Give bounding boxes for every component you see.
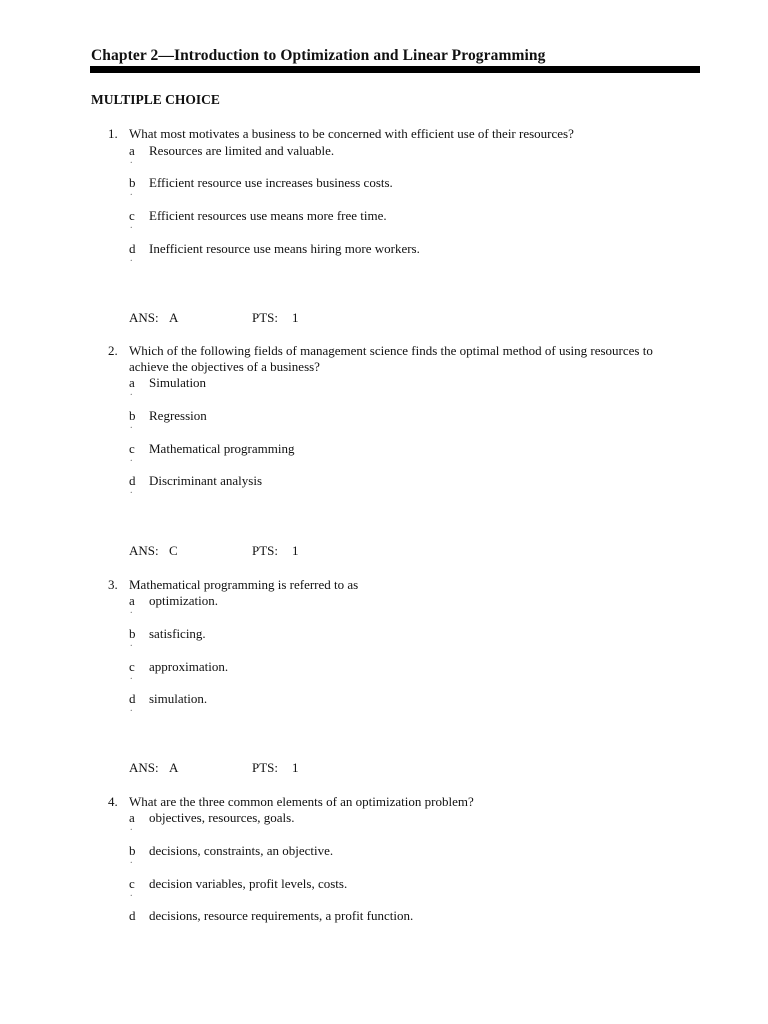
choice-letter: b (129, 843, 136, 858)
ans-value: A (169, 760, 179, 775)
choice-letter: d (129, 691, 136, 706)
choice-dot: . (130, 888, 133, 899)
ans-label: ANS: (129, 310, 159, 325)
choice-letter: c (129, 659, 135, 674)
ans-value: C (169, 543, 178, 558)
choice-a (129, 810, 689, 842)
choice-letter: b (129, 626, 136, 641)
choice-letter: a (129, 375, 135, 390)
choice-dot: . (130, 155, 133, 166)
choice-d (129, 691, 689, 723)
choice-text: approximation. (149, 659, 229, 674)
choice-c (129, 441, 689, 473)
choice-letter: c (129, 208, 135, 223)
choice-d (129, 241, 689, 273)
choice-dot: . (130, 485, 133, 496)
choice-c (129, 659, 689, 691)
pts-value: 1 (292, 543, 299, 558)
choice-dot: . (130, 855, 133, 866)
choice-text: Regression (149, 408, 207, 423)
pts-value: 1 (292, 760, 299, 775)
choice-letter: a (129, 143, 135, 158)
choice-text: Simulation (149, 375, 207, 390)
choice-letter: c (129, 441, 135, 456)
chapter-title: Chapter 2—Introduction to Optimization and Linear Programming (91, 47, 546, 64)
choice-text: decisions, resource requirements, a profit function. (149, 908, 414, 923)
choice-text: satisficing. (149, 626, 206, 641)
ans-label: ANS: (129, 760, 159, 775)
choice-text: decision variables, profit levels, costs. (149, 876, 348, 891)
choice-dot: . (130, 253, 133, 264)
pts-value: 1 (292, 310, 299, 325)
question-text: Which of the following fields of management science finds the optimal method of using resources to achieve the objectives of a business? (129, 343, 653, 374)
choice-a (129, 375, 689, 407)
choice-text: Mathematical programming (149, 441, 295, 456)
choice-dot: . (130, 638, 133, 649)
choice-dot: . (130, 703, 133, 714)
choice-text: Resources are limited and valuable. (149, 143, 335, 158)
choice-letter: a (129, 810, 135, 825)
choice-text: Efficient resource use increases business costs. (149, 175, 393, 190)
question-number: 3. (108, 577, 118, 592)
choice-text: decisions, constraints, an objective. (149, 843, 334, 858)
choice-dot: . (130, 605, 133, 616)
choice-letter: a (129, 593, 135, 608)
choice-dot: . (130, 822, 133, 833)
ans-value: A (169, 310, 179, 325)
choice-letter: c (129, 876, 135, 891)
choice-b (129, 408, 689, 440)
choice-b (129, 175, 689, 207)
choice-text: simulation. (149, 691, 208, 706)
choice-d (129, 908, 689, 940)
choice-c (129, 208, 689, 240)
choice-a (129, 593, 689, 625)
choice-dot: . (130, 220, 133, 231)
pts-label: PTS: (252, 760, 279, 775)
choice-letter: b (129, 175, 136, 190)
choice-text: Inefficient resource use means hiring more workers. (149, 241, 420, 256)
section-heading: MULTIPLE CHOICE (91, 92, 220, 107)
choice-dot: . (130, 671, 133, 682)
choice-b (129, 626, 689, 658)
choice-dot: . (130, 420, 133, 431)
choice-text: Efficient resources use means more free time. (149, 208, 387, 223)
choice-a (129, 143, 689, 175)
pts-label: PTS: (252, 543, 279, 558)
choice-dot: . (130, 387, 133, 398)
choice-d (129, 473, 689, 505)
question-number: 1. (108, 126, 118, 141)
choice-text: optimization. (149, 593, 218, 608)
choice-dot: . (130, 453, 133, 464)
choice-text: Discriminant analysis (149, 473, 263, 488)
choice-dot: . (130, 187, 133, 198)
question-number: 4. (108, 794, 118, 809)
choice-letter: d (129, 908, 136, 923)
choice-letter: b (129, 408, 136, 423)
ans-label: ANS: (129, 543, 159, 558)
pts-label: PTS: (252, 310, 279, 325)
title-rule (90, 66, 700, 73)
choice-letter: d (129, 473, 136, 488)
question-number: 2. (108, 343, 118, 358)
question-text: Mathematical programming is referred to as (129, 577, 359, 592)
choice-text: objectives, resources, goals. (149, 810, 295, 825)
question-text: What most motivates a business to be concerned with efficient use of their resources? (129, 126, 574, 141)
question-text: What are the three common elements of an optimization problem? (129, 794, 474, 809)
choice-letter: d (129, 241, 136, 256)
choice-b (129, 843, 689, 875)
choice-c (129, 876, 689, 908)
